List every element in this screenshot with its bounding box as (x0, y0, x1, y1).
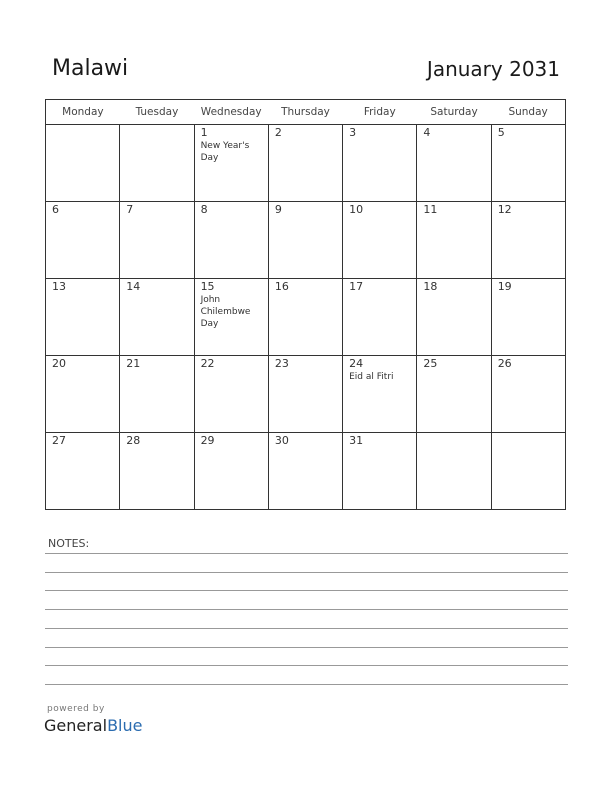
day-cell (491, 202, 565, 279)
day-cell (491, 279, 565, 356)
calendar-grid (45, 99, 566, 510)
day-number: 4 (423, 126, 431, 139)
weekday-sunday: Sunday (491, 100, 565, 125)
day-number: 21 (126, 357, 141, 370)
day-number: 15 (200, 280, 215, 293)
day-cell (194, 202, 268, 279)
day-cell (268, 356, 342, 433)
generalblue-logo (44, 716, 142, 735)
day-cell (268, 433, 342, 510)
day-cell (194, 279, 268, 356)
note-line (45, 553, 568, 554)
day-cell (46, 356, 120, 433)
day-cell (491, 356, 565, 433)
day-cell (120, 279, 194, 356)
day-cell (120, 125, 194, 202)
day-cell (46, 202, 120, 279)
day-number: 14 (126, 280, 141, 293)
day-cell (343, 433, 417, 510)
day-number: 8 (200, 203, 208, 216)
day-cell (194, 125, 268, 202)
notes-label: NOTES: (48, 537, 90, 550)
day-cell (46, 279, 120, 356)
day-number: 1 (200, 126, 208, 139)
day-cell (417, 279, 491, 356)
day-number: 20 (52, 357, 66, 370)
day-number: 22 (200, 357, 215, 370)
day-number: 30 (274, 434, 289, 447)
day-number: 25 (423, 357, 438, 370)
note-line (45, 647, 568, 648)
day-cell (491, 125, 565, 202)
day-number: 2 (274, 126, 282, 139)
weekday-friday: Friday (343, 100, 417, 125)
weekday-thursday: Thursday (268, 100, 342, 125)
day-cell (46, 433, 120, 510)
day-number: 3 (349, 126, 357, 139)
weekday-wednesday: Wednesday (194, 100, 268, 125)
day-number: 18 (423, 280, 438, 293)
day-number: 10 (349, 203, 364, 216)
day-cell (120, 356, 194, 433)
note-line (45, 590, 568, 591)
day-cell (343, 356, 417, 433)
day-number: 27 (52, 434, 66, 447)
week-row (46, 356, 566, 433)
day-number: 29 (200, 434, 215, 447)
holiday-label: John Chilembwe Day (200, 295, 251, 329)
day-cell (417, 125, 491, 202)
day-cell (417, 433, 491, 510)
week-row (46, 433, 566, 510)
week-row (46, 202, 566, 279)
weekday-saturday: Saturday (417, 100, 491, 125)
day-number: 11 (423, 203, 438, 216)
day-number: 23 (274, 357, 289, 370)
month-title: January 2031 (426, 57, 560, 81)
day-cell (120, 202, 194, 279)
holiday-label: Eid al Fitri (349, 372, 394, 382)
day-cell (46, 125, 120, 202)
note-line (45, 684, 568, 685)
day-cell (343, 279, 417, 356)
powered-by-text: powered by (47, 704, 105, 714)
day-cell (268, 279, 342, 356)
day-cell (417, 202, 491, 279)
day-number: 26 (497, 357, 512, 370)
day-number: 7 (126, 203, 134, 216)
holiday-label: New Year's Day (200, 141, 250, 163)
note-line (45, 628, 568, 629)
day-number: 19 (497, 280, 512, 293)
day-number: 5 (497, 126, 505, 139)
day-number: 12 (497, 203, 512, 216)
day-cell (343, 202, 417, 279)
day-number: 28 (126, 434, 141, 447)
day-number: 17 (349, 280, 364, 293)
brand-blue: Blue (107, 716, 143, 735)
brand-general: General (44, 716, 108, 735)
week-row (46, 125, 566, 202)
weekday-tuesday: Tuesday (120, 100, 194, 125)
day-number: 31 (349, 434, 364, 447)
country-title: Malawi (52, 56, 129, 81)
day-cell (417, 356, 491, 433)
day-cell (343, 125, 417, 202)
week-row (46, 279, 566, 356)
day-cell (268, 202, 342, 279)
day-cell (120, 433, 194, 510)
day-number: 24 (349, 357, 364, 370)
day-number: 6 (52, 203, 59, 216)
day-number: 13 (52, 280, 66, 293)
day-cell (194, 356, 268, 433)
note-line (45, 609, 568, 610)
day-number: 9 (274, 203, 282, 216)
day-cell (194, 433, 268, 510)
day-cell (491, 433, 565, 510)
note-line (45, 572, 568, 573)
day-number: 16 (274, 280, 289, 293)
weekday-monday: Monday (46, 100, 120, 125)
note-line (45, 665, 568, 666)
weekday-header-row (46, 100, 566, 125)
day-cell (268, 125, 342, 202)
